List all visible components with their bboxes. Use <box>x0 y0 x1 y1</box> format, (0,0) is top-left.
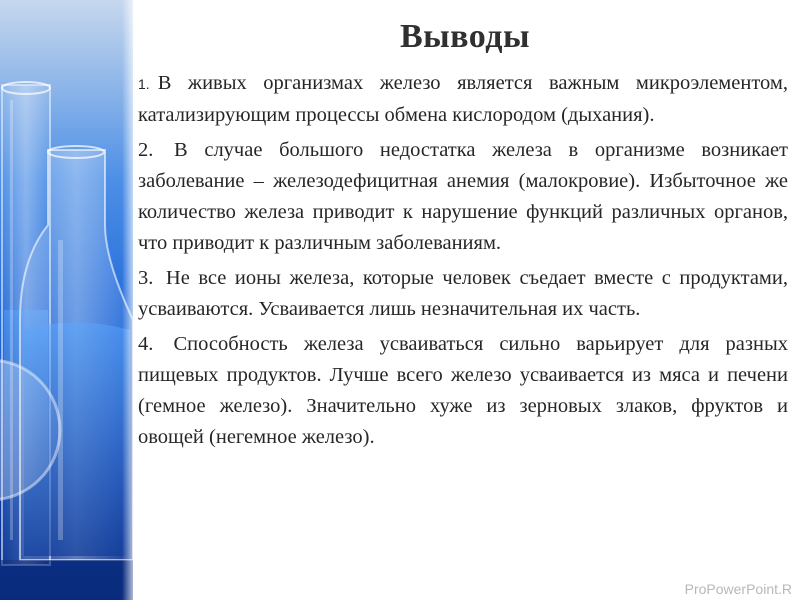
conclusion-item-1 <box>138 68 788 131</box>
conclusion-number: 1. <box>138 76 150 92</box>
conclusions-list <box>138 68 788 457</box>
conclusion-item-3 <box>138 263 788 325</box>
conclusion-number: 4. <box>138 333 154 355</box>
conclusion-item-4 <box>138 329 788 453</box>
slide-title: Выводы <box>399 18 531 55</box>
conclusion-text: В случае большого недостатка железа в организме возникает заболевание – железодефицитная анемия (малокровие). Избыточное же количество железа приводит к нарушение функций различных органов, что приводит к различным заболеваниям. <box>138 139 788 254</box>
watermark: ProPowerPoint.R <box>684 581 792 597</box>
conclusion-text: Не все ионы железа, которые человек съедает вместе с продуктами, усваиваются. Усваивается лишь незначительная их часть. <box>138 267 788 320</box>
conclusion-text: В живых организмах железо является важным микроэлементом, катализирующим процессы обмена кислородом (дыхания). <box>138 72 788 126</box>
conclusion-number: 3. <box>138 267 154 289</box>
glassware-illustration <box>0 0 133 600</box>
laboratory-glassware-image <box>0 0 133 600</box>
conclusion-item-2 <box>138 135 788 259</box>
conclusion-text: Способность железа усваиваться сильно варьирует для разных пищевых продуктов. Лучше всего железо усваивается из мяса и печени (гемное железо). Значительно хуже из зерновых злаков, фруктов и овощей (негемное железо). <box>138 333 788 448</box>
conclusion-number: 2. <box>138 139 154 161</box>
image-edge-fade <box>122 0 136 600</box>
